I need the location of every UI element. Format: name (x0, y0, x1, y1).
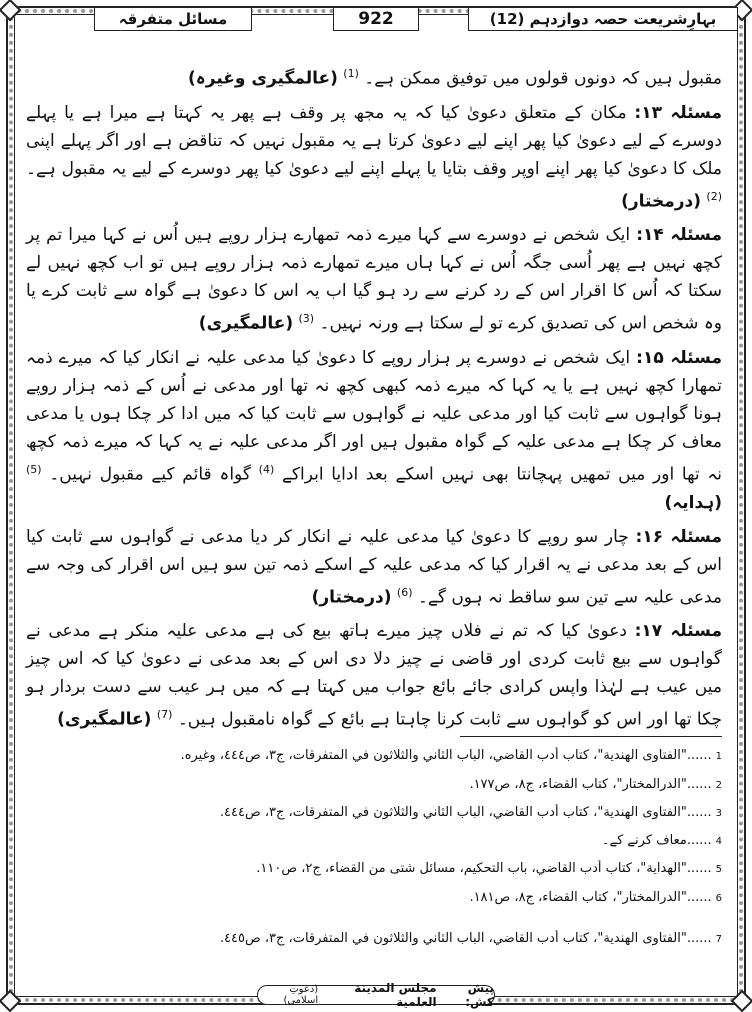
source-reference: (درمختار) (621, 191, 701, 212)
source-reference: (ہدایہ) (664, 492, 722, 513)
footnote-marker: (5) (26, 462, 42, 476)
footnote: 4......معاف کرنے کے۔ (601, 833, 722, 848)
source-reference: (عالمگیری) (198, 313, 294, 334)
main-text (26, 60, 722, 740)
paragraph-text: ایک شخص نے دوسرے سے کہا میرے ذمہ تمھارے ہزار روپے ہیں اُس نے کہا میرا تم پر کچھ نہیں ہے پھر اُسی جگہ اُس نے کہا ہاں میرے تمھارے ذمہ ہزار روپے ہیں تو اب کچھ نہیں لے سکتا کہ اُس کا اقرار اس کے رد کرنے سے رد ہو گیا اب یہ اس کا دعویٰ ہے گواہ سے ثابت کرے یا وہ شخص اس کی تصدیق کرے تو لے سکتا ہے ورنہ نہیں۔ (26, 225, 722, 334)
source-reference: (عالمگیری وغیرہ) (188, 68, 338, 89)
paragraph (26, 617, 722, 734)
publisher-footer (257, 981, 495, 1009)
paragraph (26, 523, 722, 612)
paragraph-text-tail: گواہ قائم کیے مقبول نہیں۔ (49, 464, 251, 485)
footnote-marker: (3) (298, 312, 315, 326)
source-reference: (درمختار) (311, 587, 392, 608)
footnote-marker: (7) (156, 708, 173, 722)
footnote-divider (460, 736, 722, 737)
footnote-marker: (2) (706, 189, 722, 203)
masala-label: مسئلہ ۱۶: (635, 526, 722, 547)
footnote-text: ......"الدرالمختار"، كتاب القضاء، ج٨، ص١٨١. (469, 890, 712, 905)
paragraph (26, 99, 722, 216)
footnote: 6......"الدرالمختار"، كتاب القضاء، ج٨، ص١٨١. (469, 890, 722, 905)
paragraph (26, 221, 722, 338)
publisher-sub: (دعوتِ اسلامی) (283, 984, 319, 1006)
paragraph-text: ایک شخص نے دوسرے پر ہزار روپے کا دعویٰ کیا مدعی علیہ نے انکار کیا کہ میرے ذمہ تمھارا کچھ نہیں ہے یا یہ کہا کہ میرے ذمہ کبھی کچھ نہ تھا اور مدعی نے اُس کے ذمہ ہزار روپے ہونا گواہوں سے ثابت کیا اور مدعی علیہ نے گواہوں سے ثابت کیا کہ میں ادا کر چکا ہوں یا مدعی معاف کر چکا ہے مدعی علیہ کے گواہ مقبول ہیں اور اگر مدعی علیہ نے یہ کہا کہ میرے ذمہ کچھ نہ تھا اور میں تمھیں پہچانتا بھی نہیں اسکے بعد ادایا ابراکے (26, 347, 723, 485)
footnote-text: ......"الفتاوی الهندية"، كتاب أدب القاضي، الباب الثاني والثلاثون في المتفرقات، ج٣، ص٤٤٥. (219, 931, 712, 946)
footnote-marker: (6) (396, 585, 413, 599)
footer-prefix: پیش کش: (465, 981, 494, 1009)
publisher-name: مجلس المدینة العلمیة (354, 981, 437, 1009)
paragraph-text: چار سو روپے کا دعویٰ کیا مدعی علیہ نے انکار کر دیا مدعی نے گواہوں سے ثابت کیا اس کے بعد مدعی نے یہ اقرار کیا کہ مدعی علیہ کے اسکے ذمہ تین سو ہیں اس اقرار کی وجہ سے مدعی علیہ سے تین سو ساقط نہ ہوں گے۔ (26, 526, 722, 608)
footnote-text: ......"الهداية"، كتاب أدب القاضي، باب التحكيم، مسائل شتى من القضاء، ج٢، ص١١٠. (256, 861, 712, 876)
page-number: 922 (333, 7, 419, 31)
footnote-marker: (4) (258, 462, 275, 476)
footnote-marker: (1) (343, 67, 359, 80)
book-title: بہارِشریعت حصہ دوازدہم (12) (468, 7, 738, 31)
paragraph (26, 60, 722, 93)
paragraph-text: مکان کے متعلق دعویٰ کیا کہ یہ مجھ پر وقف ہے پھر یہ کہتا ہے میرا ہے یا پہلے دوسرے کے لیے دعویٰ کیا پھر اپنے لیے دعویٰ کرتا ہے یہ مقبول نہیں کہ تناقض ہے اور اگر پہلے اپنی ملک کا دعویٰ کیا پھر اپنے اوپر وقف بتایا یا پہلے اپنے لیے دعویٰ کیا پھر دوسرے کے لیے یہ مقبول ہے۔ (26, 102, 722, 179)
footnote: 5......"الهداية"، كتاب أدب القاضي، باب التحكيم، مسائل شتى من القضاء، ج٢، ص١١٠. (256, 861, 722, 876)
masala-label: مسئلہ ۱۳: (634, 102, 722, 123)
footnote: 2......"الدرالمختار"، كتاب القضاء، ج٨، ص١٧٧. (469, 777, 722, 792)
footnote-text: ......"الفتاوی الهندية"، كتاب أدب القاضي، الباب الثاني والثلاثون في المتفرقات، ج٣، ص٤٤٤، وغيره. (180, 748, 712, 763)
source-reference: (عالمگیری) (57, 709, 152, 730)
paragraph (26, 344, 722, 517)
footnote: 1......"الفتاوی الهندية"، كتاب أدب القاضي، الباب الثاني والثلاثون في المتفرقات، ج٣، ص٤٤٤، وغيره. (180, 748, 722, 763)
masala-label: مسئلہ ۱۷: (634, 621, 722, 642)
footnote: 3......"الفتاوی الهندية"، كتاب أدب القاضي، الباب الثاني والثلاثون في المتفرقات، ج٣، ص٤٤٤. (219, 805, 722, 820)
masala-label: مسئلہ ۱۴: (636, 225, 722, 246)
paragraph-text: مقبول ہیں کہ دونوں قولوں میں توفیق ممکن ہے۔ (364, 68, 722, 89)
masala-label: مسئلہ ۱۵: (636, 347, 722, 368)
paragraph-text: دعویٰ کیا کہ تم نے فلاں چیز میرے ہاتھ بیع کی ہے مدعی علیہ منکر ہے مدعی نے گواہوں سے بیع ثابت کردی اور قاضی نے چیز دلا دی اس کے بعد مدعی نے دعویٰ کیا کہ اس چیز میں عیب ہے لہٰذا واپس کرادی جائے بائع جواب میں کہتا ہے کہ میں ہر عیب سے دست بردار ہو چکا تھا اور اس کو گواہوں سے ثابت کرنا چاہتا ہے بائع کے گواہ نامقبول ہیں۔ (26, 621, 722, 730)
footnote-text: ......"الدرالمختار"، كتاب القضاء، ج٨، ص١٧٧. (469, 777, 712, 792)
footnote: 7......"الفتاوی الهندية"، كتاب أدب القاضي، الباب الثاني والثلاثون في المتفرقات، ج٣، ص٤٤٥. (219, 931, 722, 946)
section-title: مسائل متفرقہ (94, 7, 252, 31)
footnote-text: ......معاف کرنے کے۔ (601, 833, 712, 848)
footnote-text: ......"الفتاوی الهندية"، كتاب أدب القاضي، الباب الثاني والثلاثون في المتفرقات، ج٣، ص٤٤٤. (219, 805, 712, 820)
